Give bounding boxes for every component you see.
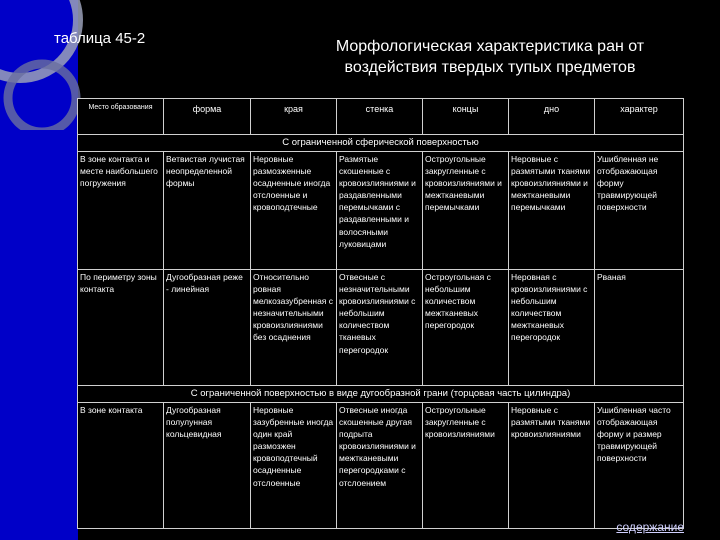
contents-link[interactable]: содержание <box>616 520 684 534</box>
table-cell: Неровные с размятыми тканями кровоизлияниями и межтканевыми перемычками <box>509 152 595 270</box>
header-ends: концы <box>423 99 509 135</box>
header-character: характер <box>595 99 684 135</box>
table-cell: Ушибленная часто отображающая форму и размер травмирующей поверхности <box>595 403 684 529</box>
table-cell: Дугообразная реже - линейная <box>164 270 251 386</box>
table-cell: Неровные размозженные осадненные иногда отслоенные и кровоподтечные <box>251 152 337 270</box>
table-cell: В зоне контакта и месте наибольшего погружения <box>78 152 164 270</box>
table-row <box>78 152 684 270</box>
header-wall: стенка <box>337 99 423 135</box>
header-bottom: дно <box>509 99 595 135</box>
table-cell: Ветвистая лучистая неопределенной формы <box>164 152 251 270</box>
page-title: Морфологическая характеристика ран от воздействия твердых тупых предметов <box>335 38 645 76</box>
table-cell: Дугообразная полулунная кольцевидная <box>164 403 251 529</box>
table-cell: Отвесные иногда скошенные другая подрыта кровоизлияниями и межтканевыми перегородками с отслоением <box>337 403 423 529</box>
table-row <box>78 270 684 386</box>
header-shape: форма <box>164 99 251 135</box>
group-label: С ограниченной поверхностью в виде дугообразной грани (торцовая часть цилиндра) <box>78 386 684 403</box>
table-cell: Неровная с кровоизлияниями с небольшим количеством межтканевых перегородок <box>509 270 595 386</box>
table-cell: Неровные зазубренные иногда один край размозжен кровоподтечный осадненные отслоенные <box>251 403 337 529</box>
header-location: Место образования <box>78 99 164 135</box>
table-number-caption: таблица 45-2 <box>54 30 146 47</box>
table-cell: Неровные с размятыми тканями кровоизлияниями <box>509 403 595 529</box>
table-cell: В зоне контакта <box>78 403 164 529</box>
table-cell: Остроугольные закругленные с кровоизлияниями <box>423 403 509 529</box>
table-cell: Остроугольная с небольшим количеством межтканевых перегородок <box>423 270 509 386</box>
group-label: С ограниченной сферической поверхностью <box>78 135 684 152</box>
group-row <box>78 386 684 403</box>
group-row <box>78 135 684 152</box>
table-cell: Размятые скошенные с кровоизлияниями и раздавленными перемычками с раздавленными и волосяными луковицами <box>337 152 423 270</box>
table-row <box>78 403 684 529</box>
table-cell: Отвесные с незначительными кровоизлияниями с небольшим количеством тканевых перегородок <box>337 270 423 386</box>
table-cell: Ушибленная не отображающая форму травмирующей поверхности <box>595 152 684 270</box>
table-cell: Рваная <box>595 270 684 386</box>
table-cell: Остроугольные закругленные с кровоизлияниями и межтканевыми перемычками <box>423 152 509 270</box>
table-cell: По периметру зоны контакта <box>78 270 164 386</box>
header-edges: края <box>251 99 337 135</box>
table-cell: Относительно ровная мелкозазубренная с незначительными кровоизлияниями без осаднения <box>251 270 337 386</box>
morphology-table <box>77 98 684 529</box>
table-header-row <box>78 99 684 135</box>
